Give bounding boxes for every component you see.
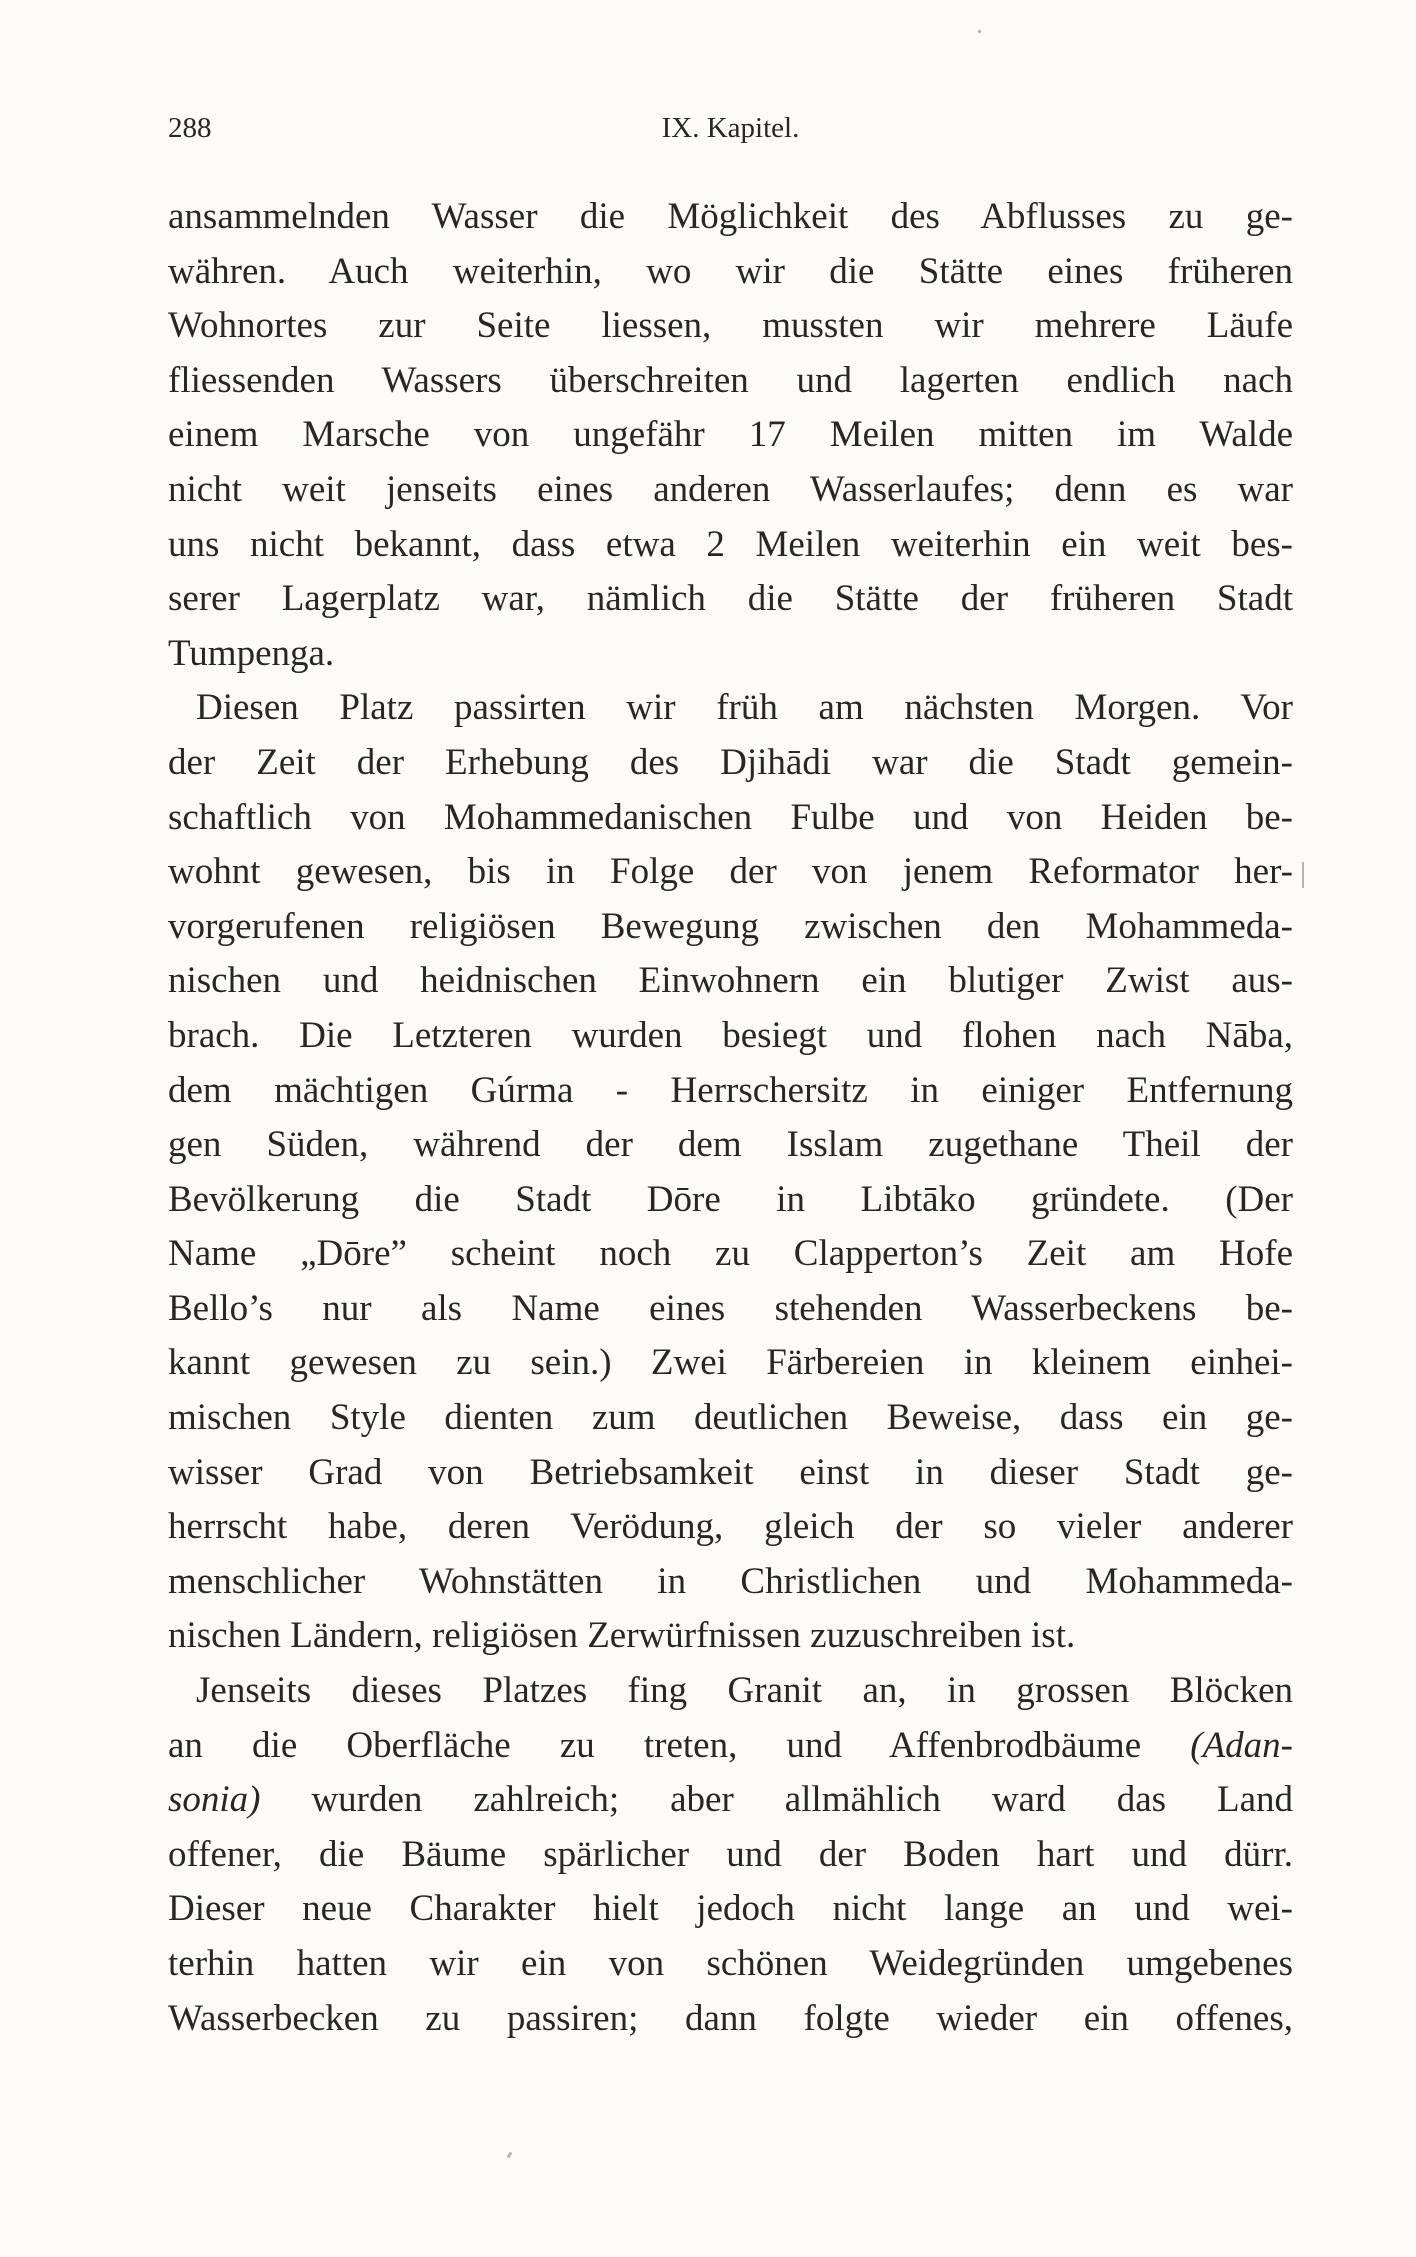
- text-line: vorgerufenen religiösen Bewegung zwischen den Mohammeda-: [168, 905, 1293, 947]
- body-text: [168, 190, 1293, 2046]
- text-line: terhin hatten wir ein von schönen Weidegründen umgebenes: [168, 1943, 1293, 1984]
- text-line: Bello’s nur als Name eines stehenden Wasserbeckens be-: [168, 1287, 1293, 1329]
- paper-speck: [1302, 862, 1304, 888]
- text-line: kannt gewesen zu sein.) Zwei Färbereien in kleinem einhei-: [168, 1342, 1293, 1384]
- running-head-chapter: IX. Kapitel.: [661, 112, 800, 144]
- text-line: fliessenden Wassers überschreiten und lagerten endlich nach: [168, 359, 1293, 401]
- text-line: währen. Auch weiterhin, wo wir die Stätte eines früheren: [168, 250, 1293, 292]
- text-line: Name „Dōre” scheint noch zu Clapperton’s Zeit am Hofe: [168, 1233, 1293, 1275]
- text-line: offener, die Bäume spärlicher und der Boden hart und dürr.: [168, 1833, 1293, 1875]
- text-line: [168, 1719, 1293, 1774]
- text-line: dem mächtigen Gúrma - Herrschersitz in einiger Entfernung: [168, 1069, 1293, 1111]
- text-run-italic: sonia): [168, 1779, 261, 1821]
- paper-speck: [507, 2152, 513, 2159]
- page-number: 288: [168, 112, 212, 144]
- text-line-paragraph-end: nischen Ländern, religiösen Zerwürfnissen zuzuschreiben ist.: [168, 1615, 1076, 1657]
- text-line: nischen und heidnischen Einwohnern ein blutiger Zwist aus-: [168, 960, 1293, 1002]
- text-line: Dieser neue Charakter hielt jedoch nicht lange an und wei-: [168, 1888, 1293, 1930]
- text-run: wurden zahlreich; aber allmählich ward das Land: [311, 1779, 1293, 1821]
- text-line: wohnt gewesen, bis in Folge der von jenem Reformator her-: [168, 851, 1293, 893]
- text-line: brach. Die Letzteren wurden besiegt und flohen nach Nāba,: [168, 1014, 1293, 1056]
- text-line: schaftlich von Mohammedanischen Fulbe und von Heiden be-: [168, 796, 1293, 838]
- text-line: ansammelnden Wasser die Möglichkeit des Abflusses zu ge-: [168, 196, 1293, 237]
- text-line-paragraph-start: Diesen Platz passirten wir früh am nächsten Morgen. Vor: [196, 687, 1293, 729]
- text-line: einem Marsche von ungefähr 17 Meilen mitten im Walde: [168, 414, 1293, 456]
- text-line-paragraph-end: Tumpenga.: [168, 632, 335, 674]
- text-line: herrscht habe, deren Verödung, gleich der so vieler anderer: [168, 1506, 1293, 1548]
- text-line: menschlicher Wohnstätten in Christlichen und Mohammeda-: [168, 1560, 1293, 1602]
- page-header: [168, 112, 1293, 152]
- text-line: Wasserbecken zu passiren; dann folgte wieder ein offenes,: [168, 1997, 1293, 2039]
- text-line: mischen Style dienten zum deutlichen Beweise, dass ein ge-: [168, 1397, 1293, 1439]
- text-line: uns nicht bekannt, dass etwa 2 Meilen weiterhin ein weit bes-: [168, 523, 1293, 565]
- text-line: [168, 1773, 1293, 1828]
- paper-speck: [977, 29, 981, 33]
- text-run-italic: (Adan-: [1190, 1724, 1293, 1766]
- text-run: an die Oberfläche zu treten, und Affenbrodbäume: [168, 1724, 1142, 1766]
- text-line: Bevölkerung die Stadt Dōre in Libtāko gründete. (Der: [168, 1178, 1293, 1220]
- text-line: gen Süden, während der dem Isslam zugethane Theil der: [168, 1124, 1293, 1166]
- text-line-paragraph-start: Jenseits dieses Platzes fing Granit an, in grossen Blöcken: [196, 1670, 1293, 1712]
- text-line: nicht weit jenseits eines anderen Wasserlaufes; denn es war: [168, 468, 1293, 510]
- text-line: wisser Grad von Betriebsamkeit einst in dieser Stadt ge-: [168, 1451, 1293, 1493]
- text-line: der Zeit der Erhebung des Djihādi war die Stadt gemein-: [168, 741, 1293, 783]
- text-line: serer Lagerplatz war, nämlich die Stätte der früheren Stadt: [168, 578, 1293, 620]
- text-line: Wohnortes zur Seite liessen, mussten wir mehrere Läufe: [168, 305, 1293, 347]
